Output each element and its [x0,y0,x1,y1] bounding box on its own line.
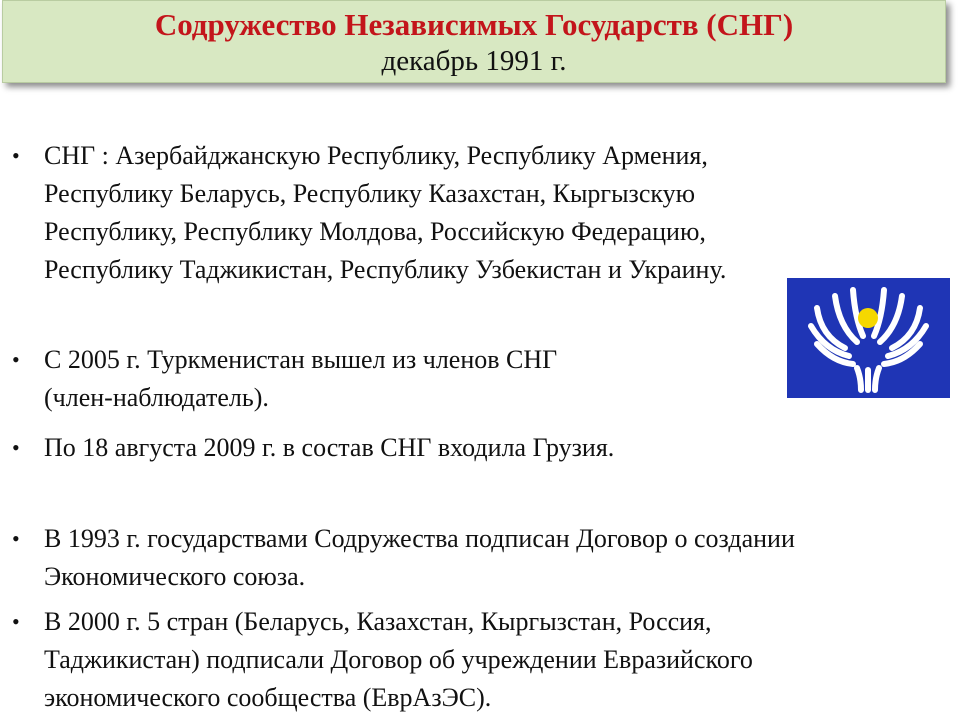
bullet-text: В 1993 г. государствами Содружества подписан Договор о создании Экономического союза. [44,524,795,591]
bullet-marker: • [12,347,20,372]
bullet-text: СНГ : Азербайджанскую Республику, Республику Армения, Республику Беларусь, Республику Казахстан, Кыргызскую Республику, Республику Молдова, Российскую Федерацию, Республику Таджикистан, Республику Узбекистан и Украину. [44,141,727,284]
cis-emblem-icon [787,278,950,398]
bullet-marker: • [12,526,20,551]
bullet-marker: • [12,435,20,460]
slide-title: Содружество Независимых Государств (СНГ) [154,7,794,42]
bullet-text: По 18 августа 2009 г. в состав СНГ входила Грузия. [44,433,615,462]
slide-subtitle: декабрь 1991 г. [381,45,567,77]
cis-logo [787,278,950,398]
bullet-text: В 2000 г. 5 стран (Беларусь, Казахстан, Кыргызстан, Россия, Таджикистан) подписали Договор об учреждении Евразийского экономического сообщества (ЕврАзЭС). [44,607,753,712]
bullet-marker: • [12,609,20,634]
bullet-text: С 2005 г. Туркменистан вышел из членов СНГ (член-наблюдатель). [44,345,558,412]
bullet-marker: • [12,143,20,168]
